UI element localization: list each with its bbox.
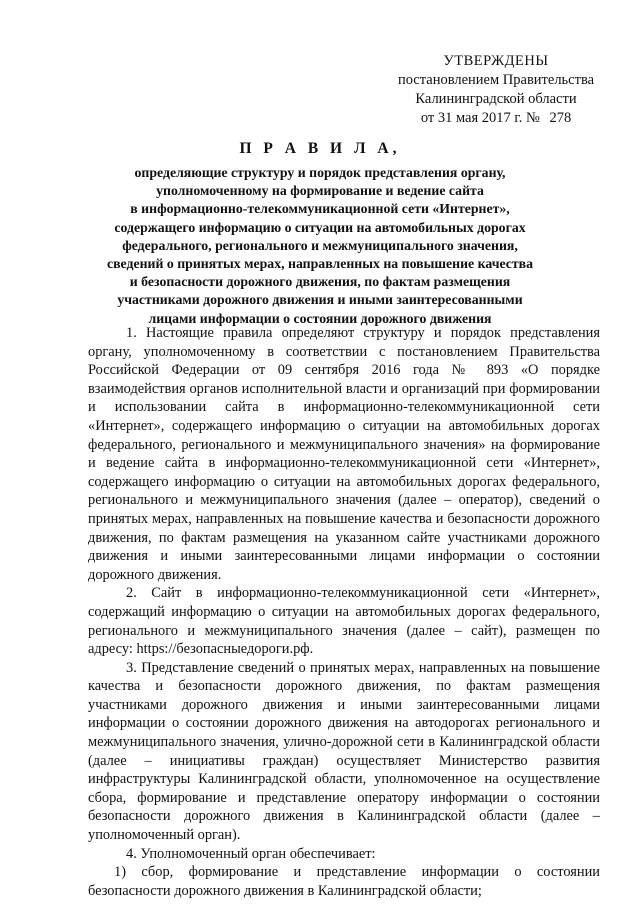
title-main: П Р А В И Л А, — [239, 140, 401, 157]
approval-heading: УТВЕРЖДЕНЫ — [443, 53, 549, 69]
title-line: определяющие структуру и порядок представления органу, — [134, 165, 506, 180]
document-title — [70, 140, 570, 328]
approval-line-resolution: постановлением Правительства — [397, 72, 595, 88]
paragraph-4: 4. Уполномоченный орган обеспечивает: — [126, 845, 376, 862]
title-line: в информационно-телекоммуникационной сети «Интернет», — [130, 201, 510, 217]
title-line: сведений о принятых мерах, направленных на повышение качества — [106, 256, 534, 272]
document-body — [88, 324, 600, 900]
approval-date: 31 мая 2017 г. — [437, 110, 523, 126]
paragraph-2: 2. Сайт в информационно-телекоммуникационной сети «Интернет», содержащий информацию о ситуации на автомобильных дорогах федерального, регионального и межмуниципального значения (далее – сайт), размещен по адресу: https://безопасныедороги.рф. — [88, 585, 600, 658]
paragraph-1: 1. Настоящие правила определяют структуру и порядок представления органу, уполномоченному в соответствии с постановлением Правительства Российской Федерации от 09 сентября 2016 года № 893 «О порядке взаимодействия органов исполнительной власти и организаций при формировании и использовании сайта в информационно-телекоммуникационной сети «Интернет», содержащего информацию о ситуации на автомобильных дорогах федерального, регионального и межмуниципального значения» на формирование и ведение сайта в информационно-телекоммуникационной сети «Интернет», содержащего информацию о ситуации на автомобильных дорогах федерального, регионального и межмуниципального значения (далее – оператор), сведений о принятых мерах, направленных на повышение качества и безопасности дорожного движения, по фактам размещения на указанном сайте участниками дорожного движения и иными заинтересованными лицами информации о состоянии дорожного движения. — [88, 325, 600, 583]
title-line: федерального, регионального и межмуниципального значения, — [122, 237, 518, 253]
title-line: лицами информации о состоянии дорожного движения — [148, 310, 492, 326]
title-line: участниками дорожного движения и иными заинтересованными — [117, 292, 523, 308]
approval-number-prefix: № — [525, 110, 540, 126]
approval-date-prefix: от — [420, 110, 435, 126]
approval-number: 278 — [549, 110, 572, 126]
approval-line-region: Калининградской области — [415, 91, 577, 107]
title-line: уполномоченному на формирование и ведение сайта — [156, 183, 484, 199]
title-line: и безопасности дорожного движения, по фактам размещения — [129, 274, 511, 290]
title-line: содержащего информацию о ситуации на автомобильных дорогах — [114, 219, 526, 235]
paragraph-3: 3. Представление сведений о принятых мерах, направленных на повышение качества и безопасности дорожного движения, по фактам размещения участниками дорожного движения и иными заинтересованными лицами информации о состоянии дорожного движения на автодорогах регионального и межмуниципального значения, улично-дорожной сети в Калининградской области (далее – инициативы граждан) осуществляет Министерство развития инфраструктуры Калининградской области, уполномоченное на осуществление сбора, формирование и представление оператору информации о состоянии безопасности дорожного движения в Калининградской области (далее – уполномоченный орган). — [88, 659, 600, 844]
approval-stamp — [376, 52, 616, 128]
approval-date-line — [376, 109, 616, 128]
paragraph-4-item-1: 1) сбор, формирование и представление информации о состоянии безопасности дорожного движения в Калининградской области; — [88, 864, 600, 899]
